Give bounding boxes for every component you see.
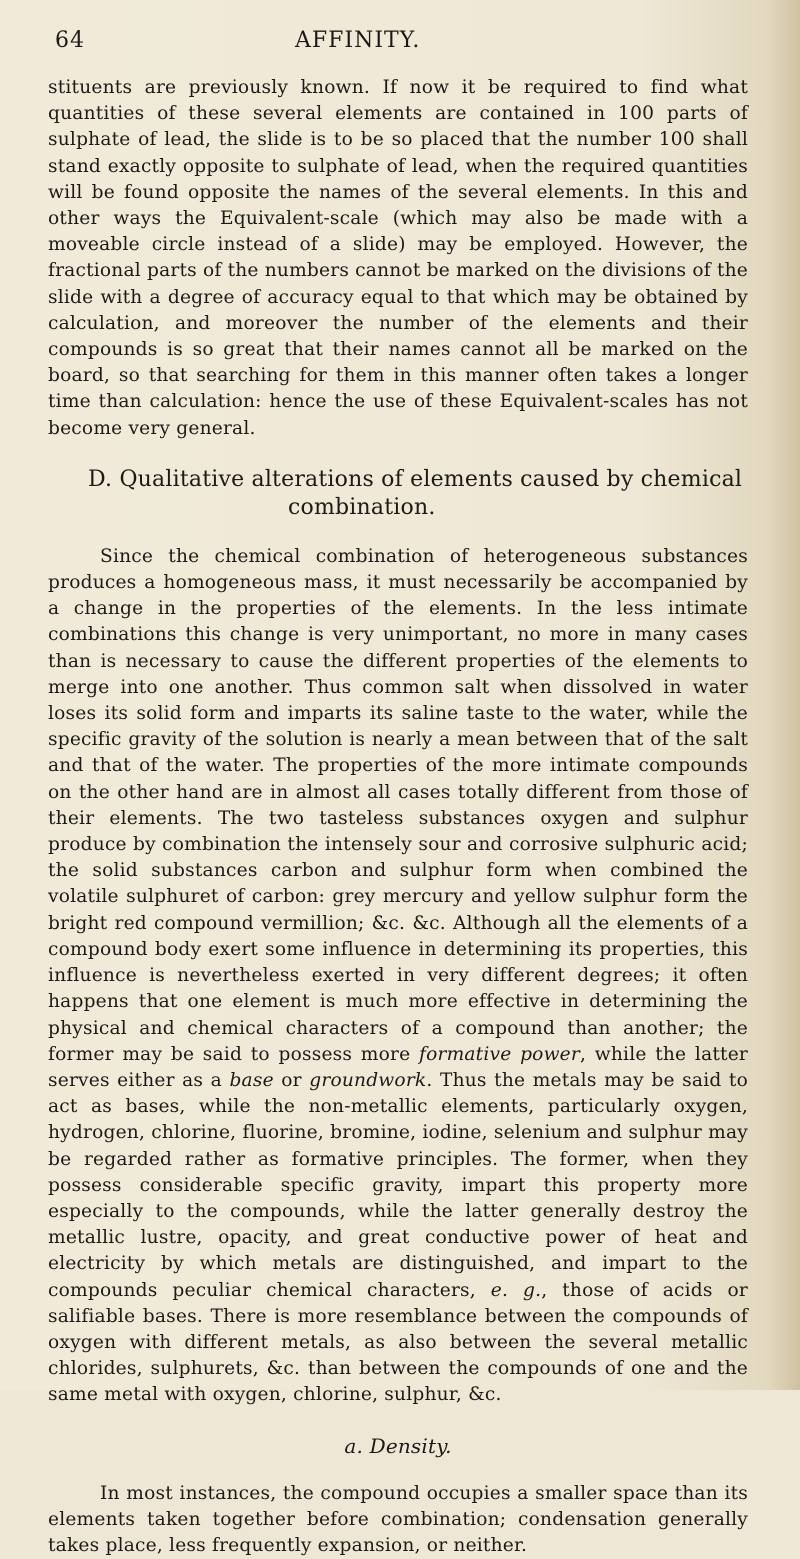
section-heading-line1: D. Qualitative alterations of elements caused by chemical xyxy=(88,466,743,492)
paragraph-continuation: stituents are previously known. If now it be required to find what quantities of these several elements are contained in 100 parts of sulphate of lead, the slide is to be so placed that the number 100 shall stand exactly opposite to sulphate of lead, when the required quantities will be found opposite the names of the several elements. In this and other ways the Equivalent-scale (which may also be made with a moveable circle instead of a slide) may be employed. However, the fractional parts of the numbers cannot be marked on the divisions of the slide with a degree of accuracy equal to that which may be obtained by calculation, and moreover the number of the elements and their compounds is so great that their names cannot all be marked on the board, so that searching for them in this manner often takes a longer time than calculation: hence the use of these Equivalent-scales has not become very general. xyxy=(48,77,748,439)
text-run: or xyxy=(273,1069,310,1091)
italic-term: e. g. xyxy=(490,1279,542,1301)
paragraph-density: In most instances, the compound occupies a smaller space than its elements taken together before combination; condensation generally takes place, less frequently expansion, or neither. xyxy=(48,1482,748,1557)
italic-term: groundwork xyxy=(309,1069,427,1091)
text-run: , while the latter serves either as a xyxy=(48,1043,748,1091)
section-heading xyxy=(48,466,748,522)
text-run: , those of acids or salifiable bases. There is more resemblance between the compounds of oxygen with different metals, as also between the several metallic chlorides, sulphurets, &c. than between the compounds of one and the same metal with oxygen, chlorine, sulphur, &c. xyxy=(48,1279,748,1406)
italic-term: formative power xyxy=(419,1043,580,1065)
italic-term: base xyxy=(229,1069,274,1091)
running-head: AFFINITY. xyxy=(295,28,421,53)
text-run: . Thus the metals may be said to act as bases, while the non-metallic elements, particularly oxygen, hydrogen, chlorine, fluorine, bromine, iodine, selenium and sulphur may be regarded rather as formative principles. The former, when they possess considerable specific gravity, impart this property more especially to the compounds, while the latter generally destroy the metallic lustre, opacity, and great conductive power of heat and electricity by which metals are distinguished, and impart to the compounds peculiar chemical characters, xyxy=(48,1069,748,1301)
body-text xyxy=(48,75,748,1559)
text-run: Since the chemical combination of heterogeneous substances produces a homogeneous mass, it must necessarily be accompanied by a change in the properties of the elements. In the less intimate combinations this change is very unimportant, no more in many cases than is necessary to cause the different properties of the elements to merge into one another. Thus common salt when dissolved in water loses its solid form and imparts its saline taste to the water, while the specific gravity of the solution is nearly a mean between that of the salt and that of the water. The properties of the more intimate compounds on the other hand are in almost all cases totally different from those of their elements. The two tasteless substances oxygen and sulphur produce by combination the intensely sour and corrosive sulphuric acid; the solid substances carbon and sulphur form when combined the volatile sulphuret of carbon: grey mercury and yellow sulphur form the bright red compound vermillion; &c. &c. Although all the elements of a compound body exert some influence in determining its properties, this influence is nevertheless exerted in very different degrees; it often happens that one element is much more effective in determining the physical and chemical characters of a compound than another; the former may be said to possess more xyxy=(48,545,748,1065)
paragraph-qualitative-alterations xyxy=(48,544,748,1409)
page-number: 64 xyxy=(55,28,85,53)
page-header xyxy=(55,28,740,60)
section-heading-line2: combination. xyxy=(288,494,436,520)
subsection-heading-density: a. Density. xyxy=(344,1433,452,1458)
